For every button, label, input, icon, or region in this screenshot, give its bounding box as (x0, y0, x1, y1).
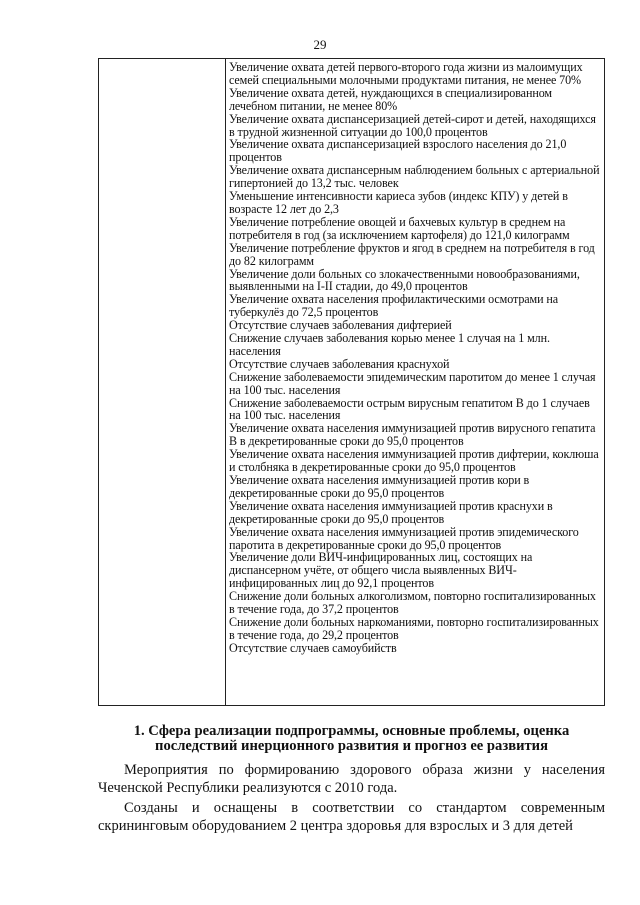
indicator-item: Снижение доли больных наркоманиями, повторно госпитализированных в течение года, до 29,2 процентов (229, 614, 599, 642)
indicators-table (98, 58, 605, 706)
page-number: 29 (313, 37, 327, 52)
indicator-item: Увеличение охвата населения иммунизацией против краснухи в декретированные сроки до 95,0 процентов (229, 498, 553, 526)
indicator-item: Увеличение охвата диспансерным наблюдением больных с артериальной гипертонией до 13,2 тыс. человек (229, 163, 600, 191)
table-column-divider (225, 59, 226, 705)
indicator-item: Отсутствие случаев самоубийств (229, 640, 397, 655)
indicator-item: Снижение доли больных алкоголизмом, повторно госпитализированных в течение года, до 37,2 процентов (229, 589, 596, 617)
indicator-item: Снижение заболеваемости острым вирусным гепатитом В до 1 случаев на 100 тыс. населения (229, 395, 590, 423)
indicator-item: Увеличение охвата населения профилактическими осмотрами на туберкулёз до 72,5 процентов (229, 292, 559, 320)
indicators-cell (229, 61, 601, 655)
indicator-item: Отсутствие случаев заболевания дифтерией (229, 318, 452, 333)
section-heading: 1. Сфера реализации подпрограммы, основные проблемы, оценка последствий инерционного развития и прогноз ее развития (133, 723, 570, 754)
indicator-item: Увеличение доли больных со злокачественными новообразованиями, выявленными на I-II стадии, до 49,0 процентов (229, 266, 580, 294)
indicator-item: Отсутствие случаев заболевания краснухой (229, 356, 450, 371)
indicator-item: Увеличение охвата населения иммунизацией против дифтерии, коклюша и столбняка в декретированные сроки до 95,0 процентов (229, 447, 599, 475)
indicator-item: Увеличение охвата детей первого-второго года жизни из малоимущих семей специальными молочными продуктами питания, не менее 70% (229, 60, 583, 87)
indicator-item: Увеличение доли ВИЧ-инфицированных лиц, состоящих на диспансерном учёте, от общего числа выявленных ВИЧ-инфицированных лиц до 92,1 процентов (229, 550, 533, 591)
indicator-item: Увеличение охвата населения иммунизацией против вирусного гепатита В в декретированные сроки до 95,0 процентов (229, 421, 596, 449)
body-paragraph: Мероприятия по формированию здорового образа жизни у населения Чеченской Республики реализуются с 2010 года. (98, 762, 605, 796)
indicator-item: Увеличение потребление фруктов и ягод в среднем на потребителя в год до 82 килограмм (229, 240, 595, 268)
indicator-item: Увеличение охвата населения иммунизацией против эпидемического паротита в декретированные сроки до 95,0 процентов (229, 524, 579, 552)
indicator-item: Снижение случаев заболевания корью менее 1 случая на 1 млн. населения (229, 331, 550, 358)
indicator-item: Снижение заболеваемости эпидемическим паротитом до менее 1 случая на 100 тыс. населения (229, 369, 596, 397)
indicator-item: Увеличение охвата диспансеризацией взрослого населения до 21,0 процентов (229, 137, 567, 165)
indicator-item: Увеличение потребление овощей и бахчевых культур в среднем на потребителя в год (за исключением картофеля) до 121,0 килограмм (229, 214, 570, 242)
indicator-item: Увеличение охвата населения иммунизацией против кори в декретированные сроки до 95,0 процентов (229, 473, 530, 500)
indicator-item: Уменьшение интенсивности кариеса зубов (индекс КПУ) у детей в возрасте 12 лет до 2,3 (229, 189, 568, 216)
indicator-item: Увеличение охвата диспансеризацией детей-сирот и детей, находящихся в трудной жизненной ситуации до 100,0 процентов (229, 111, 596, 139)
indicator-item: Увеличение охвата детей, нуждающихся в специализированном лечебном питании, не менее 80% (229, 85, 552, 113)
body-paragraph: Созданы и оснащены в соответствии со стандартом современным скрининговым оборудованием 2 центра здоровья для взрослых и 3 для детей (98, 800, 605, 834)
